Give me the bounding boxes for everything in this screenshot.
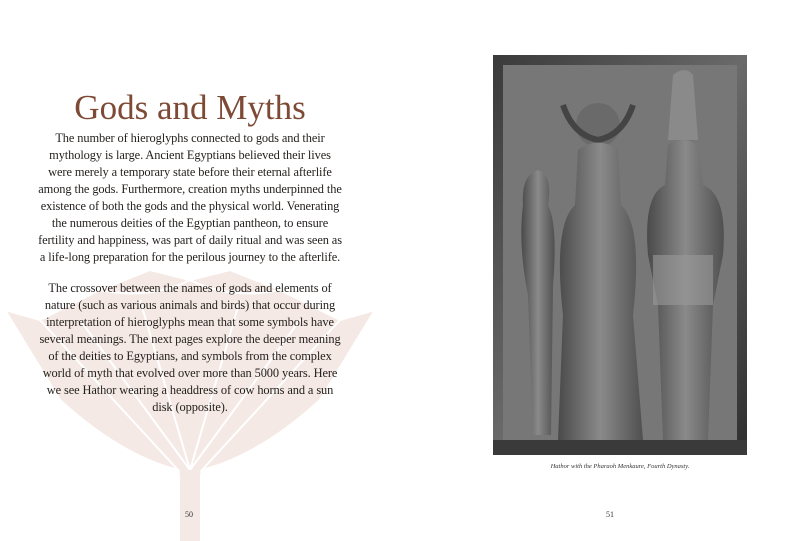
body-paragraph: The crossover between the names of gods and elements of nature (such as various animals and birds) that occur during interpretation of hieroglyphs mean that some symbols have several meanings. The next pages explore the deeper meaning of the deities to Egyptians, and symbols from the complex world of myth that evolved over more than 5000 years. Here we see Hathor wearing a headdress of cow horns and a sun disk (opposite). [39,281,341,414]
body-paragraph: The number of hieroglyphs connected to gods and their mythology is large. Ancient Egyptians believed their lives were merely a temporary state before their eternal afterlife among the gods. Furthermore, creation myths underpinned the existence of both the gods and the physical world. Venerating the numerous deities of the Egyptian pantheon, to ensure fertility and happiness, was part of daily ritual and was seen as a life-long preparation for the perilous journey to the afterlife. [38,131,342,264]
page-number: 51 [606,510,614,519]
page-number: 50 [185,510,193,519]
page-title: Gods and Myths [74,88,306,127]
hathor-statue-photo [493,55,747,455]
photo-caption: Hathor with the Pharaoh Menkaure, Fourth Dynasty. [550,463,690,470]
